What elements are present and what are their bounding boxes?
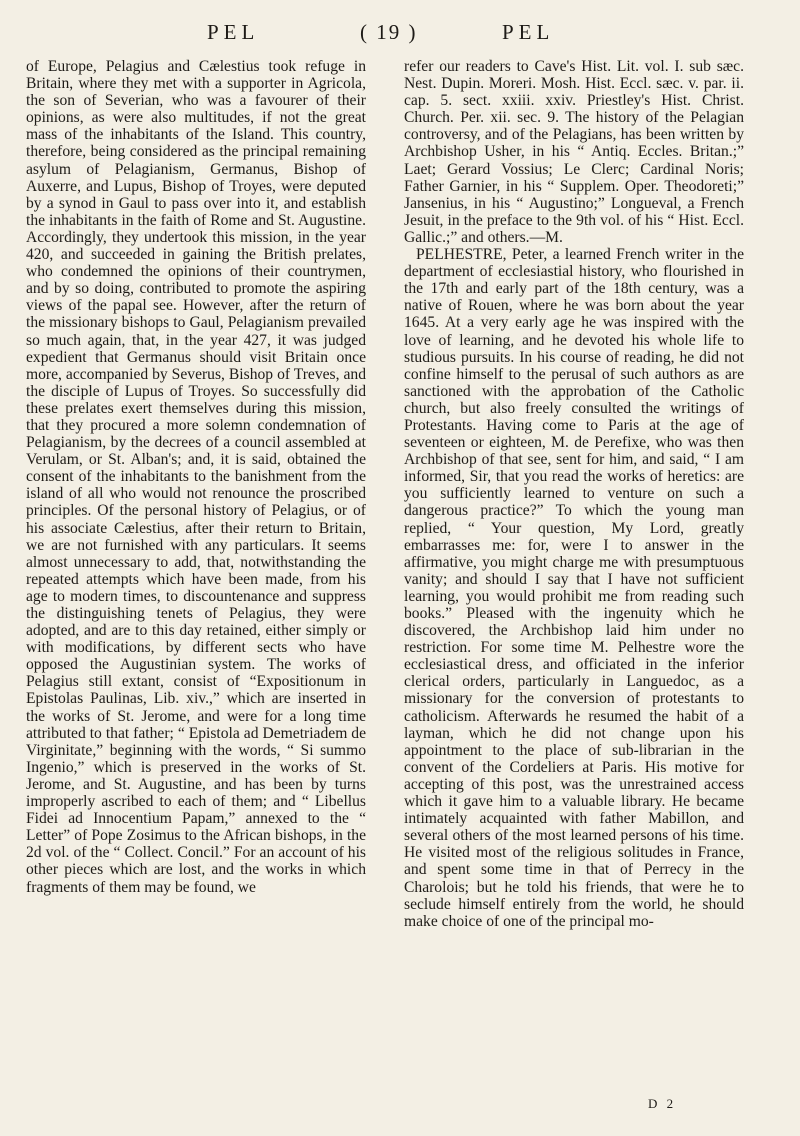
header-right-keyword: PEL xyxy=(502,20,555,44)
right-paragraph-pelhestre: PELHESTRE, Peter, a learned French writer in the department of ecclesiastial history, who flourished in the 17th and early part of the 18th century, was a native of Rouen, where he was born about the year 1645. At a very early age he was inspired with the love of learning, and he devoted his whole life to studious pursuits. In his course of reading, he did not confine himself to the perusal of such authors as are sanctioned with the approbation of the Catholic church, but also freely consulted the writings of Protestants. Having come to Paris at the age of seventeen or eighteen, M. de Perefixe, who was then Archbishop of that see, sent for him, and said, “ I am informed, Sir, that you read the works of heretics: are you sufficiently learned to venture on such a dangerous practice?” To which the young man replied, “ Your question, My Lord, greatly embarrasses me: for, were I to answer in the affirmative, you might charge me with presumptuous vanity; and should I say that I have not sufficient learning, you would prohibit me from reading such books.” Pleased with the ingenuity which he discovered, the Archbishop laid him under no restriction. For some time M. Pelhestre wore the ecclesiastical dress, and officiated in the inferior clerical orders, particularly in Languedoc, as a missionary for the conversion of protestants to catholicism. Afterwards he resumed the habit of a layman, which he did not change upon his appointment to the place of sub-librarian in the convent of the Cordeliers at Paris. His motive for accepting of this post, was the unrestrained access which it gave him to a valuable library. He became intimately acquainted with father Mabillon, and several others of the most learned persons of his time. He visited most of the religious solitudes in France, and spent some time in that of Perrecy in the Charolois; but he told his friends, that were he to seclude himself entirely from the world, he should make choice of one of the principal mo- xyxy=(404,246,744,930)
right-column xyxy=(404,58,744,930)
header-left-keyword: PEL xyxy=(207,20,260,44)
page-number: ( 19 ) xyxy=(360,20,418,44)
left-column xyxy=(26,58,366,896)
signature-mark: D 2 xyxy=(648,1096,677,1111)
left-paragraph: of Europe, Pelagius and Cælestius took refuge in Britain, where they met with a supporter in Agricola, the son of Severian, who was a favourer of their opinions, as were also multitudes, if not the great mass of the inhabitants of the Island. This country, therefore, being considered as the principal remaining asylum of Pelagianism, Germanus, Bishop of Auxerre, and Lupus, Bishop of Troyes, were deputed by a synod in Gaul to pass over into it, and establish the inhabitants in the faith of Rome and St. Augustine. Accordingly, they undertook this mission, in the year 420, and succeeded in gaining the British prelates, who condemned the opinions of their countrymen, and by so doing, contributed to promote the aspiring views of the papal see. However, after the return of the missionary bishops to Gaul, Pelagianism prevailed so much again, that, in the year 427, it was judged expedient that Germanus should visit Britain once more, accompanied by Severus, Bishop of Treves, and the disciple of Lupus of Troyes. So successfully did these prelates exert themselves during this mission, that they procured a more solemn condemnation of Pelagianism, by the decrees of a council assembled at Verulam, or St. Alban's; and, it is said, obtained the consent of the inhabitants to the banishment from the island of all who would not renounce the proscribed principles. Of the personal history of Pelagius, or of his associate Cælestius, after their return to Britain, we are not furnished with any particulars. It seems almost unnecessary to add, that, notwithstanding the repeated attempts which have been made, from his age to modern times, to discountenance and suppress the distinguishing tenets of Pelagius, they were adopted, and are to this day retained, either simply or with modifications, by different sects who have opposed the Augustinian system. The works of Pelagius still extant, consist of “Expositionum in Epistolas Paulinas, Lib. xiv.,” which are inserted in the works of St. Jerome, and were for a long time attributed to that father; “ Epistola ad Demetriadem de Virginitate,” beginning with the words, “ Si summo Ingenio,” which is preserved in the works of St. Jerome, and St. Augustine, and has been by turns improperly ascribed to each of them; and “ Libellus Fidei ad Innocentium Papam,” annexed to the “ Letter” of Pope Zosimus to the African bishops, in the 2d vol. of the “ Collect. Concil.” For an account of his other pieces which are lost, and the works in which fragments of them may be found, we xyxy=(26,58,366,896)
running-header xyxy=(32,20,768,60)
right-paragraph-references: refer our readers to Cave's Hist. Lit. vol. I. sub sæc. Nest. Dupin. Moreri. Mosh. Hist. Eccl. sæc. v. par. ii. cap. 5. sect. xxiii. xxiv. Priestley's Hist. Christ. Church. Per. xii. sec. 9. The history of the Pelagian controversy, and of the Pelagians, has been written by Archbishop Usher, in his “ Antiq. Eccles. Britan.;” Laet; Gerard Vossius; Le Clerc; Cardinal Noris; Father Garnier, in his “ Supplem. Oper. Theodoreti;” Jansenius, in his “ Augustino;” Longueval, a French Jesuit, in the preface to the 9th vol. of his “ Hist. Eccl. Gallic.;” and others.—M. xyxy=(404,58,744,246)
